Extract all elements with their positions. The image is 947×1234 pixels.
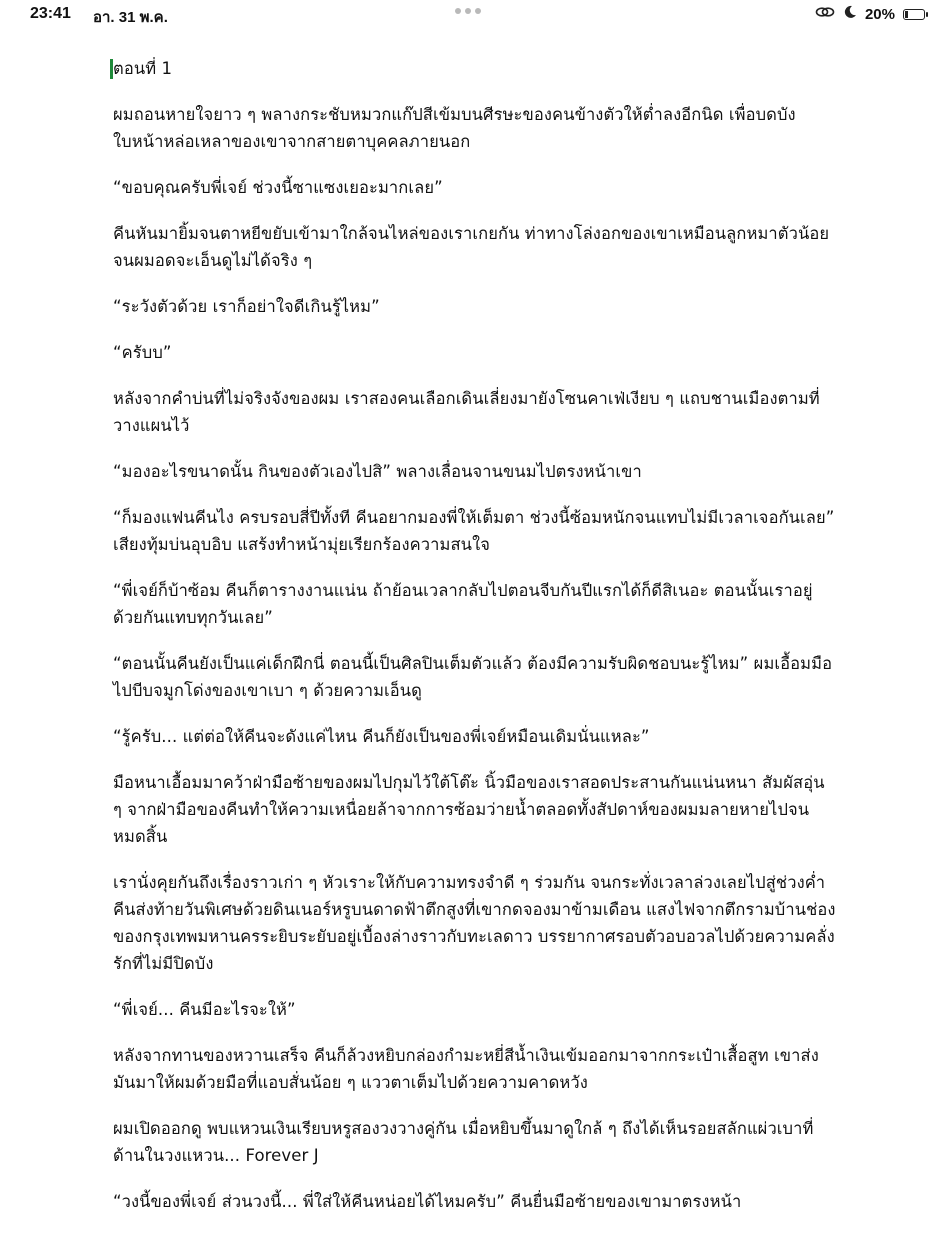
paragraph: ผมเปิดออกดู พบแหวนเงินเรียบหรูสองวงวางคู่กัน เมื่อหยิบขึ้นมาดูใกล้ ๆ ถึงได้เห็นรอยสลักแผ่วเบาที่ด้านในวงแหวน... Forever J — [113, 1119, 814, 1165]
moon-icon — [843, 5, 857, 24]
status-right — [815, 5, 925, 24]
paragraph: หลังจากคำบ่นที่ไม่จริงจังของผม เราสองคนเลือกเดินเลี่ยงมายังโซนคาเฟ่เงียบ ๆ แถบชานเมืองตามที่วางแผนไว้ — [113, 389, 820, 435]
paragraph: “ขอบคุณครับพี่เจย์ ช่วงนี้ซาแซงเยอะมากเลย” — [113, 178, 443, 197]
paragraph: “พี่เจย์... คีนมีอะไรจะให้” — [113, 1000, 296, 1019]
status-date: อา. 31 พ.ค. — [93, 9, 168, 26]
paragraph: “วงนี้ของพี่เจย์ ส่วนวงนี้... พี่ใส่ให้คีนหน่อยได้ไหมครับ” คีนยื่นมือซ้ายของเขามาตรงหน้า — [113, 1192, 742, 1211]
paragraph: “ครับบ” — [113, 343, 172, 362]
paragraph: ผมถอนหายใจยาว ๆ พลางกระชับหมวกแก๊ปสีเข้มบนศีรษะของคนข้างตัวให้ต่ำลงอีกนิด เพื่อบดบังใบหน้าหล่อเหลาของเขาจากสายตาบุคคลภายนอก — [113, 105, 796, 151]
paragraph: “ตอนนั้นคีนยังเป็นแค่เด็กฝึกนี่ ตอนนี้เป็นศิลปินเต็มตัวแล้ว ต้องมีความรับผิดชอบนะรู้ไหม” ผมเอื้อมมือไปบีบจมูกโด่งของเขาเบา ๆ ด้วยความเอ็นดู — [113, 654, 833, 700]
chapter-title: ตอนที่ 1 — [113, 55, 838, 82]
link-icon — [815, 5, 835, 24]
battery-percentage: 20% — [864, 6, 895, 23]
document-body[interactable] — [113, 55, 838, 1234]
battery-icon — [903, 9, 925, 20]
paragraph: คีนหันมายิ้มจนตาหยีขยับเข้ามาใกล้จนไหล่ของเราเกยกัน ท่าทางโล่งอกของเขาเหมือนลูกหมาตัวน้อยจนผมอดจะเอ็นดูไม่ได้จริง ๆ — [113, 224, 830, 270]
paragraph: “พี่เจย์ก็บ้าซ้อม คีนก็ตารางงานแน่น ถ้าย้อนเวลากลับไปตอนจีบกันปีแรกได้ก็ดีสิเนอะ ตอนนั้นเราอยู่ด้วยกันแทบทุกวันเลย” — [113, 581, 813, 627]
paragraph: มือหนาเอื้อมมาคว้าฝ่ามือซ้ายของผมไปกุมไว้ใต้โต๊ะ นิ้วมือของเราสอดประสานกันแน่นหนา สัมผัสอุ่น ๆ จากฝ่ามือของคีนทำให้ความเหนื่อยล้าจากการซ้อมว่ายน้ำตลอดทั้งสัปดาห์ของผมมลายหายไปจนหมดสิ้น — [113, 773, 825, 846]
paragraph: “ระวังตัวด้วย เราก็อย่าใจดีเกินรู้ไหม” — [113, 297, 380, 316]
paragraph: “มองอะไรขนาดนั้น กินของตัวเองไปสิ” พลางเลื่อนจานขนมไปตรงหน้าเขา — [113, 462, 642, 481]
paragraph: “รู้ครับ... แต่ต่อให้คีนจะดังแค่ไหน คีนก็ยังเป็นของพี่เจย์หมือนเดิมนั่นแหละ” — [113, 727, 650, 746]
multitask-dots-icon[interactable] — [455, 8, 481, 14]
text-cursor — [110, 59, 113, 79]
paragraph: “ก็มองแฟนคีนไง ครบรอบสี่ปีทั้งที คีนอยากมองพี่ให้เต็มตา ช่วงนี้ซ้อมหนักจนแทบไม่มีเวลาเจอกันเลย” เสียงทุ้มบ่นอุบอิบ แสร้งทำหน้ามุ่ยเรียกร้องความสนใจ — [113, 508, 835, 554]
status-time: 23:41 — [30, 5, 71, 22]
paragraph: เรานั่งคุยกันถึงเรื่องราวเก่า ๆ หัวเราะให้กับความทรงจำดี ๆ ร่วมกัน จนกระทั่งเวลาล่วงเลยไปสู่ช่วงค่ำ คีนส่งท้ายวันพิเศษด้วยดินเนอร์หรูบนดาดฟ้าตึกสูงที่เขากดจองมาข้ามเดือน แสงไฟจากตึกรามบ้านช่องของกรุงเทพมหานครระยิบระยับอยู่เบื้องล่างราวกับทะเลดาว บรรยากาศรอบตัวอบอวลไปด้วยความคลั่งรักที่ไม่มีปิดบัง — [113, 873, 836, 973]
status-bar — [0, 0, 947, 30]
paragraph: หลังจากทานของหวานเสร็จ คีนก็ล้วงหยิบกล่องกำมะหยี่สีน้ำเงินเข้มออกมาจากกระเป๋าเสื้อสูท เขาส่งมันมาให้ผมด้วยมือที่แอบสั่นน้อย ๆ แววตาเต็มไปด้วยความคาดหวัง — [113, 1046, 819, 1092]
